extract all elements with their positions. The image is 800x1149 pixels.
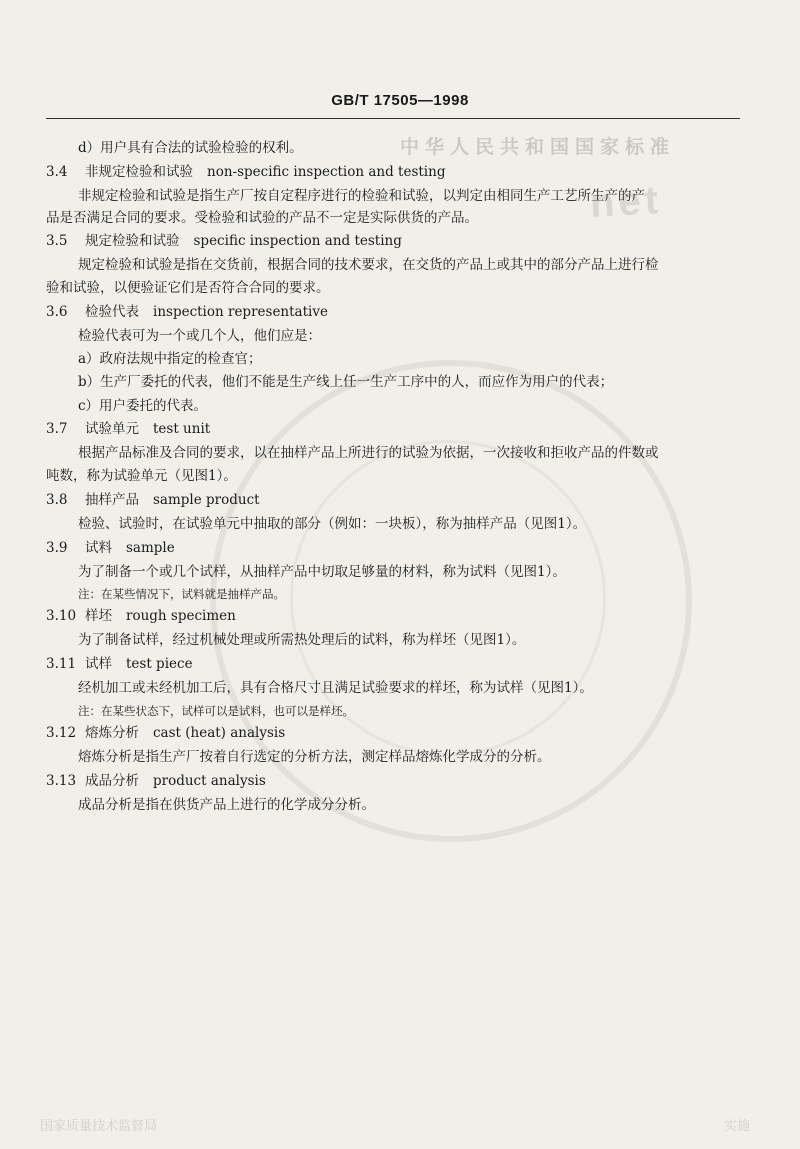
term-chinese: 样坯 bbox=[85, 608, 112, 624]
body-text: 品是否满足合同的要求。受检验和试验的产品不一定是实际供货的产品。 bbox=[46, 210, 478, 226]
body-text: 熔炼分析是指生产厂按着自行选定的分析方法，测定样品熔炼化学成分的分析。 bbox=[78, 749, 551, 765]
clause-number: 3.11 bbox=[46, 656, 77, 672]
term-chinese: 规定检验和试验 bbox=[85, 233, 180, 249]
body-text: 检验、试验时，在试验单元中抽取的部分（例如：一块板），称为抽样产品（见图1）。 bbox=[78, 516, 587, 532]
term-heading bbox=[85, 772, 266, 790]
body-text: 检验代表可为一个或几个人，他们应是： bbox=[78, 328, 321, 344]
term-english: cast (heat) analysis bbox=[153, 725, 286, 741]
body-text: c）用户委托的代表。 bbox=[78, 398, 208, 414]
body-text: 非规定检验和试验是指生产厂按自定程序进行的检验和试验，以判定由相同生产工艺所生产的产 bbox=[78, 188, 645, 204]
standard-number-header: GB/T 17505—1998 bbox=[331, 92, 469, 109]
bleed-through-footer-right: 实施 bbox=[723, 1119, 750, 1134]
term-english: inspection representative bbox=[153, 304, 328, 320]
term-english: sample bbox=[126, 540, 175, 556]
term-chinese: 试样 bbox=[85, 656, 112, 672]
clause-number: 3.13 bbox=[46, 773, 77, 789]
term-heading bbox=[85, 724, 285, 742]
body-text: 成品分析是指在供货产品上进行的化学成分分析。 bbox=[78, 797, 375, 813]
term-english: specific inspection and testing bbox=[193, 233, 402, 249]
watermark: net bbox=[588, 178, 664, 226]
term-english: test unit bbox=[153, 421, 211, 437]
note-text: 注：在某些状态下，试样可以是试料，也可以是样坯。 bbox=[78, 704, 354, 718]
term-heading bbox=[85, 539, 175, 557]
body-text: 为了制备一个或几个试样，从抽样产品中切取足够量的材料，称为试料（见图1）。 bbox=[78, 564, 566, 580]
clause-number: 3.6 bbox=[46, 304, 68, 320]
body-text: 为了制备试样，经过机械处理或所需热处理后的试料，称为样坯（见图1）。 bbox=[78, 632, 526, 648]
term-english: product analysis bbox=[153, 773, 266, 789]
term-chinese: 试料 bbox=[85, 540, 112, 556]
term-chinese: 检验代表 bbox=[85, 304, 139, 320]
term-english: sample product bbox=[153, 492, 260, 508]
body-text: a）政府法规中指定的检查官； bbox=[78, 351, 262, 367]
header-rule bbox=[46, 118, 740, 119]
term-chinese: 试验单元 bbox=[85, 421, 139, 437]
clause-number: 3.12 bbox=[46, 725, 77, 741]
term-heading bbox=[85, 491, 260, 509]
clause-number: 3.7 bbox=[46, 421, 68, 437]
clause-number: 3.8 bbox=[46, 492, 68, 508]
term-heading bbox=[85, 232, 402, 250]
clause-number: 3.4 bbox=[46, 164, 68, 180]
term-english: non-specific inspection and testing bbox=[207, 164, 446, 180]
term-heading bbox=[85, 420, 210, 438]
body-text: 根据产品标准及合同的要求，以在抽样产品上所进行的试验为依据，一次接收和拒收产品的件数或 bbox=[78, 445, 659, 461]
body-text: 验和试验，以便验证它们是否符合合同的要求。 bbox=[46, 280, 330, 296]
note-text: 注：在某些情况下，试料就是抽样产品。 bbox=[78, 587, 285, 601]
term-chinese: 熔炼分析 bbox=[85, 725, 139, 741]
clause-number: 3.10 bbox=[46, 608, 77, 624]
body-text: d）用户具有合法的试验检验的权利。 bbox=[78, 140, 303, 156]
term-english: test piece bbox=[126, 656, 193, 672]
term-heading bbox=[85, 655, 193, 673]
term-chinese: 成品分析 bbox=[85, 773, 139, 789]
clause-number: 3.5 bbox=[46, 233, 68, 249]
body-text: b）生产厂委托的代表，他们不能是生产线上任一生产工序中的人，而应作为用户的代表； bbox=[78, 374, 614, 390]
bleed-through-footer-left: 国家质量技术监督局 bbox=[40, 1119, 158, 1134]
clause-number: 3.9 bbox=[46, 540, 68, 556]
term-heading bbox=[85, 163, 445, 181]
term-english: rough specimen bbox=[126, 608, 236, 624]
bleed-through-title: 中华人民共和国国家标准 bbox=[400, 136, 676, 158]
body-text: 吨数，称为试验单元（见图1）。 bbox=[46, 468, 237, 484]
body-text: 规定检验和试验是指在交货前，根据合同的技术要求，在交货的产品上或其中的部分产品上进行检 bbox=[78, 257, 659, 273]
term-heading bbox=[85, 303, 328, 321]
term-heading bbox=[85, 607, 236, 625]
body-text: 经机加工或未经机加工后，具有合格尺寸且满足试验要求的样坯，称为试样（见图1）。 bbox=[78, 680, 593, 696]
term-chinese: 抽样产品 bbox=[85, 492, 139, 508]
term-chinese: 非规定检验和试验 bbox=[85, 164, 193, 180]
